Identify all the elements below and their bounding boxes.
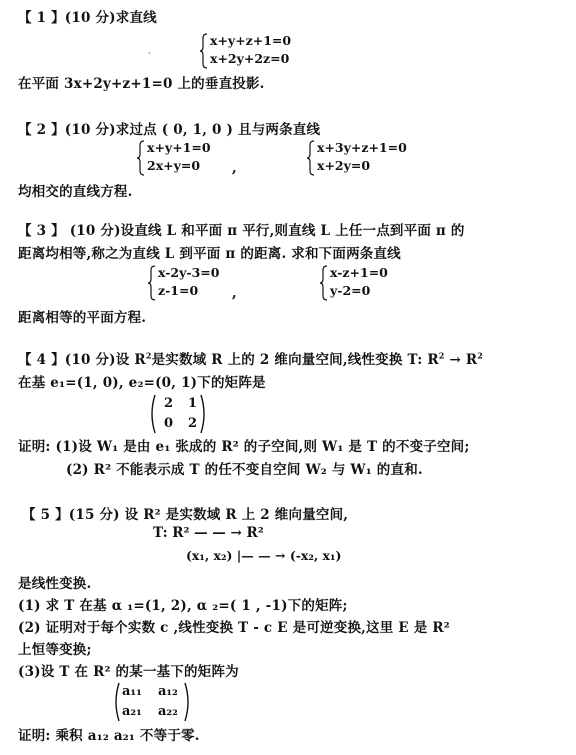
p3-a1: x-2y-3=0: [158, 265, 220, 280]
p3-system-b: [320, 265, 410, 301]
p5-q2b: 上恒等变换;: [18, 642, 92, 658]
p4-head: [18, 348, 483, 368]
right-paren-icon: [184, 682, 192, 722]
p4-head-a: 【 4 】(10 分)设 R: [18, 352, 146, 368]
p5-a22: a₂₂: [158, 704, 178, 719]
p5-map2: (x₁, x₂) |— — → (-x₂, x₁): [186, 548, 342, 563]
p4-line2: 在基 e₁=(1, 0), e₂=(0, 1)下的矩阵是: [18, 375, 266, 391]
p4-matrix: [148, 394, 208, 434]
p5-a12: a₁₂: [158, 684, 178, 699]
p3-b2: y-2=0: [330, 283, 371, 298]
p3-head: 【 3 】 (10 分)设直线 L 和平面 π 平行,则直线 L 上任一点到平面 π 的: [18, 223, 465, 239]
p2-system-b: [307, 140, 417, 176]
p4-head-b: 是实数域 R 上的 2 维向量空间,线性变换 T: R: [151, 352, 439, 368]
p3-a2: z-1=0: [158, 283, 199, 298]
p4-m22: 2: [188, 416, 198, 431]
p5-proof: 证明: 乘积 a₁₂ a₂₁ 不等于零.: [18, 728, 200, 744]
left-paren-icon: [112, 682, 120, 722]
left-paren-icon: [148, 394, 156, 434]
p5-head: 【 5 】(15 分) 设 R² 是实数域 R 上 2 维向量空间,: [22, 507, 349, 523]
p1-system: [200, 33, 310, 69]
p2-system-a: [137, 140, 237, 176]
p5-q3: (3)设 T 在 R² 的某一基下的矩阵为: [18, 664, 239, 680]
p4-head-c: → R: [444, 352, 478, 368]
p1-line2: 在平面 3x+2y+z+1=0 上的垂直投影.: [18, 76, 265, 92]
p2-a1: x+y+1=0: [147, 140, 211, 155]
right-paren-icon: [200, 394, 208, 434]
p4-proof2: (2) R² 不能表示成 T 的任不变自空间 W₂ 与 W₁ 的直和.: [66, 462, 423, 478]
p2-head: 【 2 】(10 分)求过点 ( 0, 1, 0 ) 且与两条直线: [18, 122, 321, 138]
p1-eq2: x+2y+2z=0: [210, 51, 290, 66]
p2-b1: x+3y+z+1=0: [317, 140, 407, 155]
p4-m12: 1: [188, 396, 198, 411]
p2-line2: 均相交的直线方程.: [18, 184, 133, 200]
stray-mark: ˏ: [148, 45, 151, 55]
p4-head-sup3: 2: [477, 350, 484, 361]
p4-m11: 2: [164, 396, 174, 411]
p3-b1: x-z+1=0: [330, 265, 388, 280]
p2-comma: ,: [232, 160, 237, 176]
left-brace-icon: [307, 140, 315, 176]
p5-map1: T: R² — — → R²: [153, 525, 264, 541]
p3-comma: ,: [232, 285, 237, 301]
p5-a21: a₂₁: [122, 704, 142, 719]
p2-b2: x+2y=0: [317, 158, 371, 173]
p5-q1: (1) 求 T 在基 α ₁=(1, 2), α ₂=( 1 , -1)下的矩阵;: [18, 598, 348, 614]
left-brace-icon: [200, 33, 208, 69]
left-brace-icon: [320, 265, 328, 301]
left-brace-icon: [137, 140, 145, 176]
p3-line3: 距离相等的平面方程.: [18, 310, 147, 326]
p4-head-sup2: 2: [438, 350, 445, 361]
p4-m21: 0: [164, 416, 174, 431]
p3-line2: 距离均相等,称之为直线 L 到平面 π 的距离. 求和下面两条直线: [18, 246, 401, 262]
p4-proof1: 证明: (1)设 W₁ 是由 e₁ 张成的 R² 的子空间,则 W₁ 是 T 的不变子空间;: [18, 439, 470, 455]
p2-a2: 2x+y=0: [147, 158, 201, 173]
p1-eq1: x+y+z+1=0: [210, 33, 292, 48]
p5-matrix: [112, 682, 192, 722]
p4-head-sup: 2: [145, 350, 152, 361]
p5-q2: (2) 证明对于每个实数 c ,线性变换 T - c E 是可逆变换,这里 E 是 R²: [18, 620, 450, 636]
p5-a11: a₁₁: [122, 684, 142, 699]
left-brace-icon: [148, 265, 156, 301]
p1-head: 【 1 】(10 分)求直线: [18, 10, 157, 26]
p5-line-lin: 是线性变换.: [18, 576, 92, 592]
